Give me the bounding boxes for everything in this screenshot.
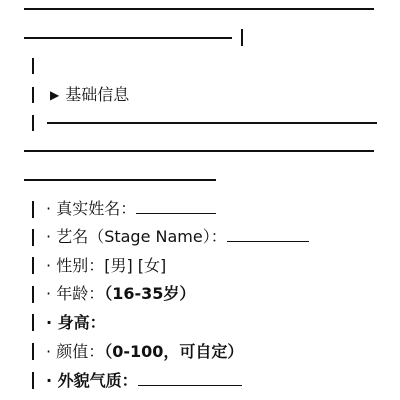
divider-second: [24, 37, 232, 39]
quote-bar: [241, 29, 243, 46]
field-label: 身高：: [57, 313, 106, 332]
quote-bar: [32, 201, 34, 218]
quote-bar: [32, 343, 34, 360]
quote-bar: [32, 115, 34, 131]
field-label: 艺名（Stage Name）：: [56, 227, 227, 246]
bullet: ·: [46, 256, 52, 275]
divider-section: [47, 122, 377, 124]
bullet: ·: [46, 227, 52, 246]
quote-bar: [32, 257, 34, 274]
field-label: 年龄：: [56, 284, 105, 303]
quote-bar: [32, 58, 34, 74]
quote-bar: [32, 87, 34, 103]
field-label: 外貌气质：: [57, 371, 138, 390]
stage-name-blank-field[interactable]: [227, 227, 309, 242]
field-label: 性别：: [56, 256, 105, 275]
section-title: 基础信息: [65, 85, 130, 104]
bullet: ·: [46, 313, 53, 332]
quote-bar: [32, 286, 34, 303]
bullet: ·: [46, 342, 52, 361]
divider-short: [24, 179, 216, 181]
divider-full: [24, 150, 374, 152]
bullet: ·: [46, 371, 53, 390]
field-row-gender: [46, 255, 166, 277]
collapse-triangle-icon[interactable]: ▶: [50, 88, 60, 102]
appearance-blank-field[interactable]: [138, 371, 242, 386]
looks-range-hint: （0-100，可自定）: [104, 342, 244, 361]
field-row-stage-name: [46, 226, 309, 248]
quote-bar: [32, 314, 34, 331]
bullet: ·: [46, 199, 52, 218]
field-row-height: [46, 312, 106, 334]
field-row-appearance: [46, 370, 242, 392]
field-label: 颜值：: [56, 342, 105, 361]
gender-options[interactable]: [男] [女]: [104, 256, 167, 275]
section-heading[interactable]: [50, 84, 129, 106]
quote-bar: [32, 372, 34, 389]
field-row-real-name: [46, 198, 216, 220]
real-name-blank-field[interactable]: [136, 199, 216, 214]
field-row-age: [46, 283, 195, 305]
age-range-hint: （16-35岁）: [104, 284, 196, 303]
divider-top: [24, 8, 374, 10]
field-row-looks: [46, 341, 243, 363]
quote-bar: [32, 229, 34, 246]
field-label: 真实姓名：: [56, 199, 137, 218]
bullet: ·: [46, 284, 52, 303]
